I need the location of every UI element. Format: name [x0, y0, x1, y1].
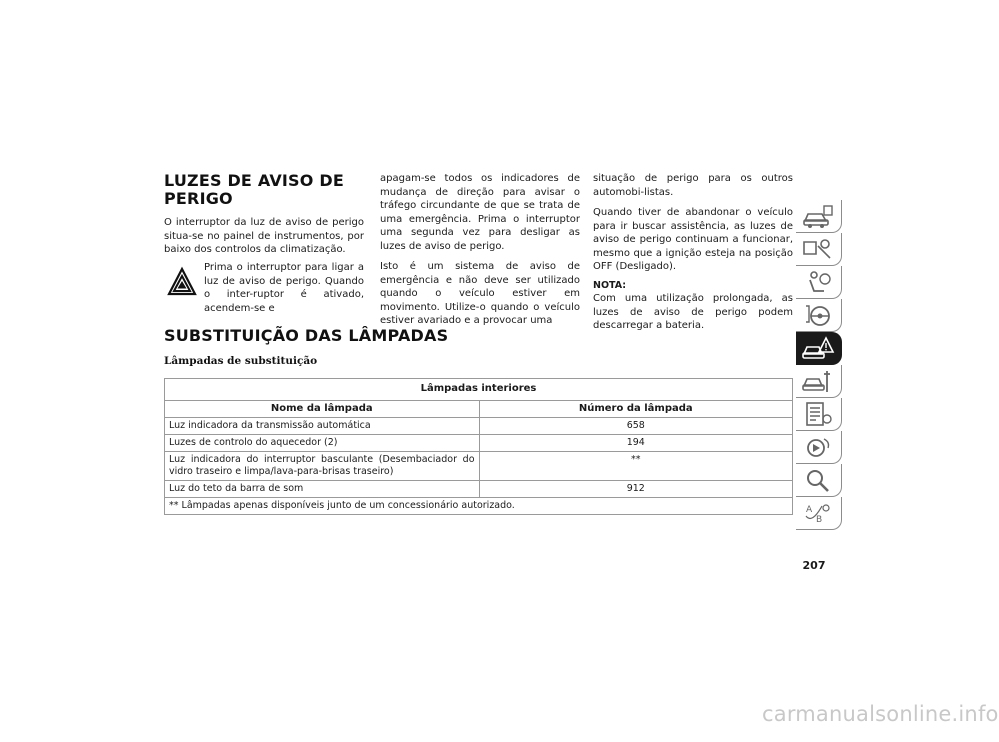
section-subtitle-bulbs: Lâmpadas de substituição — [164, 355, 318, 367]
bulb-name: Luz indicadora da transmissão automática — [165, 418, 480, 435]
tab-multimedia[interactable] — [796, 431, 842, 464]
hazard-situation: situação de perigo para os outros automobi-listas. — [593, 173, 793, 198]
tab-index[interactable] — [796, 464, 842, 497]
bulb-name: Luz indicadora do interruptor basculante (Desembaciador do vidro traseiro e limpa/lava-para-brisas traseiro) — [165, 452, 480, 481]
tab-vehicle-info[interactable] — [796, 200, 842, 233]
bulb-number: 658 — [479, 418, 792, 435]
svg-text:A: A — [806, 505, 813, 515]
table-caption-row — [165, 379, 793, 401]
bulb-name: Luz do teto da barra de som — [165, 481, 480, 498]
specifications-list-icon — [802, 401, 834, 428]
tab-driving[interactable] — [796, 299, 842, 332]
nota-text: Com uma utilização prolongada, as luzes de aviso de perigo podem descarregar a bateria. — [593, 293, 793, 331]
nota-label: NOTA: — [593, 279, 627, 291]
dashboard-lights-icon — [802, 236, 834, 263]
tab-safety[interactable] — [796, 266, 842, 299]
table-caption: Lâmpadas interiores — [165, 379, 793, 401]
chapter-tabs — [796, 200, 842, 530]
watermark: carmanualsonline.info — [762, 702, 999, 726]
search-icon — [802, 467, 834, 494]
car-service-icon — [802, 368, 834, 395]
column-2 — [380, 172, 580, 335]
car-info-icon — [802, 203, 834, 230]
column-header-number: Número da lâmpada — [479, 401, 792, 418]
tab-service[interactable] — [796, 365, 842, 398]
bulb-number: ** — [479, 452, 792, 481]
table-row — [165, 452, 793, 481]
table-footnote-row — [165, 498, 793, 515]
column-1 — [164, 216, 364, 264]
airbag-seat-icon — [802, 269, 834, 296]
languages-icon — [802, 500, 834, 527]
hazard-instruction — [164, 261, 364, 321]
section-title-bulbs: SUBSTITUIÇÃO DAS LÂMPADAS — [164, 326, 449, 345]
tab-dashboard[interactable] — [796, 233, 842, 266]
table-footnote: ** Lâmpadas apenas disponíveis junto de um concessionário autorizado. — [165, 498, 793, 515]
hazard-triangle-icon — [168, 267, 196, 297]
tab-specifications[interactable] — [796, 398, 842, 431]
hazard-switch-location: O interruptor da luz de aviso de perigo situa-se no painel de instrumentos, por baixo dos controlos da climatização. — [164, 217, 364, 255]
steering-wheel-icon — [802, 302, 834, 329]
nota — [593, 279, 793, 333]
interior-bulbs-table — [164, 378, 793, 515]
column-3 — [593, 172, 793, 340]
multimedia-icon — [802, 434, 834, 461]
tab-languages[interactable] — [796, 497, 842, 530]
hazard-leave-vehicle: Quando tiver de abandonar o veículo para ir buscar assistência, as luzes de aviso de perigo continuam a funcionar, mesmo que a ignição esteja na posição OFF (Desligado). — [593, 207, 793, 272]
section-title-hazard: LUZES DE AVISO DE PERIGO — [164, 171, 344, 208]
table-row — [165, 435, 793, 452]
column-header-name: Nome da lâmpada — [165, 401, 480, 418]
table-row — [165, 418, 793, 435]
svg-text:B: B — [816, 515, 823, 525]
hazard-warning-use: Isto é um sistema de aviso de emergência e não deve ser utilizado quando o veículo estiver em movimento. Utilize-o quando o veículo estiver avariado e a provocar uma — [380, 261, 580, 326]
car-hazard-icon — [802, 335, 834, 362]
page-number: 207 — [802, 559, 826, 572]
bulb-number: 912 — [479, 481, 792, 498]
hazard-description: apagam-se todos os indicadores de mudança de direção para avisar o tráfego circundante de que se trata de uma emergência. Prima o interruptor uma segunda vez para desligar as luzes de aviso de perigo. — [380, 173, 580, 252]
tab-emergencies[interactable] — [796, 332, 842, 365]
table-header-row — [165, 401, 793, 418]
table-row — [165, 481, 793, 498]
bulb-number: 194 — [479, 435, 792, 452]
bulb-name: Luzes de controlo do aquecedor (2) — [165, 435, 480, 452]
hazard-press-text: Prima o interruptor para ligar a luz de aviso de perigo. Quando o inter-ruptor é ativado, acendem-se e — [204, 262, 364, 314]
